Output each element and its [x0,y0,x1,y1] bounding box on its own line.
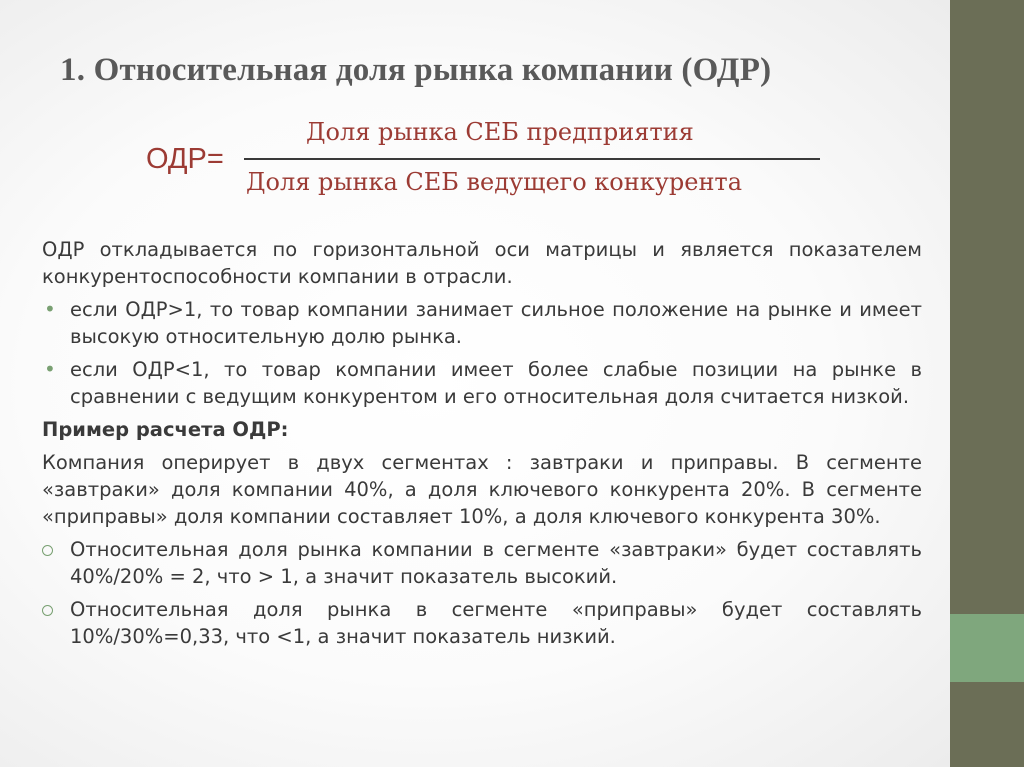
open-circle-icon [42,545,53,556]
intro-paragraph: ОДР откладывается по горизонтальной оси матрицы и является показателем конкурентоспособности компании в отрасли. [42,238,922,288]
example-paragraph: Компания оперирует в двух сегментах : завтраки и приправы. В сегменте «завтраки» доля компании 40%, а доля ключевого конкурента 20%. В сегменте «приправы» доля компании составляет 10%, а доля ключевого конкурента 30%. [42,451,922,528]
bullet-item [42,296,922,350]
fraction-line [244,158,820,160]
bullet-text: если ОДР>1, то товар компании занимает сильное положение на рынке и имеет высокую относительную долю рынка. [70,298,922,348]
decorative-side-accent [950,614,1024,682]
formula-denominator: Доля рынка СЕБ ведущего конкурента [246,168,743,196]
formula-numerator: Доля рынка СЕБ предприятия [306,118,694,146]
bullet-dot-icon: • [44,297,56,321]
sub-bullet-text: Относительная доля рынка в сегменте «приправы» будет составлять 10%/30%=0,33, что <1, а значит показатель низкий. [70,598,922,648]
sub-bullet-item [42,596,922,650]
sub-bullet-text: Относительная доля рынка компании в сегменте «завтраки» будет составлять 40%/20% = 2, что > 1, а значит показатель высокий. [70,538,922,588]
bullet-text: если ОДР<1, то товар компании имеет более слабые позиции на рынке в сравнении с ведущим конкурентом и его относительная доля считается низкой. [70,358,922,408]
sub-bullet-item [42,536,922,590]
example-heading: Пример расчета ОДР: [42,418,289,441]
slide-body [42,236,922,656]
bullet-item [42,356,922,410]
formula-lhs: ОДР= [146,143,224,175]
open-circle-icon [42,605,53,616]
slide-title: 1. Относительная доля рынка компании (ОДР) [60,52,772,88]
bullet-dot-icon: • [44,357,56,381]
